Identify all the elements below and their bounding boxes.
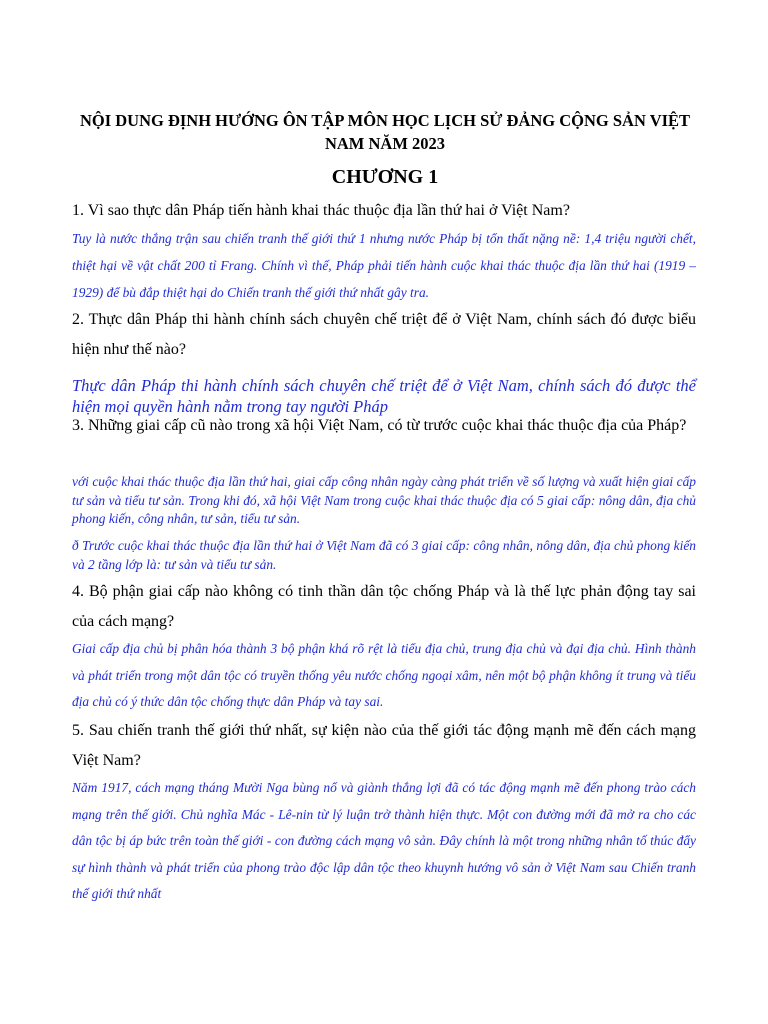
question-3: 3. Những giai cấp cũ nào trong xã hội Việt Nam, có từ trước cuộc khai thác thuộc địa của Pháp? — [72, 417, 687, 434]
answer-4: Giai cấp địa chủ bị phân hóa thành 3 bộ phận khá rõ rệt là tiểu địa chủ, trung địa chủ và đại địa chủ. Hình thành và phát triển trong một dân tộc có truyền thống yêu nước chống ngoại xâm, nên một bộ phận không ít trung và tiểu địa chủ có ý thức dân tộc chống thực dân Pháp và tay sai. — [72, 641, 696, 709]
answer-2: Thực dân Pháp thi hành chính sách chuyên chế triệt để ở Việt Nam, chính sách đó được thể hiện mọi quyền hành nằm trong tay người Pháp — [72, 376, 696, 416]
answer-3a: với cuộc khai thác thuộc địa lần thứ hai, giai cấp công nhân ngày càng phát triển về số lượng và xuất hiện giai cấp tư sản và tiểu tư sản. Trong khi đó, xã hội Việt Nam trong cuộc khai thác thuộc địa có 5 giai cấp: nông dân, địa chủ phong kiến, công nhân, tư sản, tiểu tư sản. — [72, 474, 696, 526]
chapter-heading: CHƯƠNG 1 — [331, 166, 439, 188]
question-1: 1. Vì sao thực dân Pháp tiến hành khai thác thuộc địa lần thứ hai ở Việt Nam? — [72, 202, 570, 219]
answer-1: Tuy là nước thắng trận sau chiến tranh thế giới thứ 1 nhưng nước Pháp bị tổn thất nặng nề: 1,4 triệu người chết, thiệt hại về vật chất 200 tỉ Frang. Chính vì thế, Pháp phải tiến hành cuộc khai thác thuộc địa lần thứ hai (1919 – 1929) để bù đắp thiệt hại do Chiến tranh thế giới thứ nhất gây tra. — [72, 231, 696, 300]
answer-3b: ð Trước cuộc khai thác thuộc địa lần thứ hai ở Việt Nam đã có 3 giai cấp: công nhân, nông dân, địa chủ phong kiến và 2 tầng lớp là: tư sản và tiểu tư sản. — [72, 538, 696, 572]
question-2: 2. Thực dân Pháp thi hành chính sách chuyên chế triệt để ở Việt Nam, chính sách đó được biểu hiện như thế nào? — [72, 311, 696, 358]
document-title: NỘI DUNG ĐỊNH HƯỚNG ÔN TẬP MÔN HỌC LỊCH SỬ ĐẢNG CỘNG SẢN VIỆT NAM NĂM 2023 — [79, 111, 691, 153]
answer-5: Năm 1917, cách mạng tháng Mười Nga bùng nổ và giành thắng lợi đã có tác động mạnh mẽ đến phong trào cách mạng trên thế giới. Chủ nghĩa Mác - Lê-nin từ lý luận trở thành hiện thực. Một con đường mới đã mở ra cho các dân tộc bị áp bức trên toàn thế giới - con đường cách mạng vô sản. Đây chính là một trong những nhân tố thúc đẩy sự hình thành và phát triển của phong trào độc lập dân tộc theo khuynh hướng vô sản ở Việt Nam sau Chiến tranh thế giới thứ nhất — [72, 780, 696, 901]
question-4: 4. Bộ phận giai cấp nào không có tinh thần dân tộc chống Pháp và là thế lực phản động tay sai của cách mạng? — [72, 583, 696, 630]
question-5: 5. Sau chiến tranh thế giới thứ nhất, sự kiện nào của thế giới tác động mạnh mẽ đến cách mạng Việt Nam? — [72, 722, 696, 769]
